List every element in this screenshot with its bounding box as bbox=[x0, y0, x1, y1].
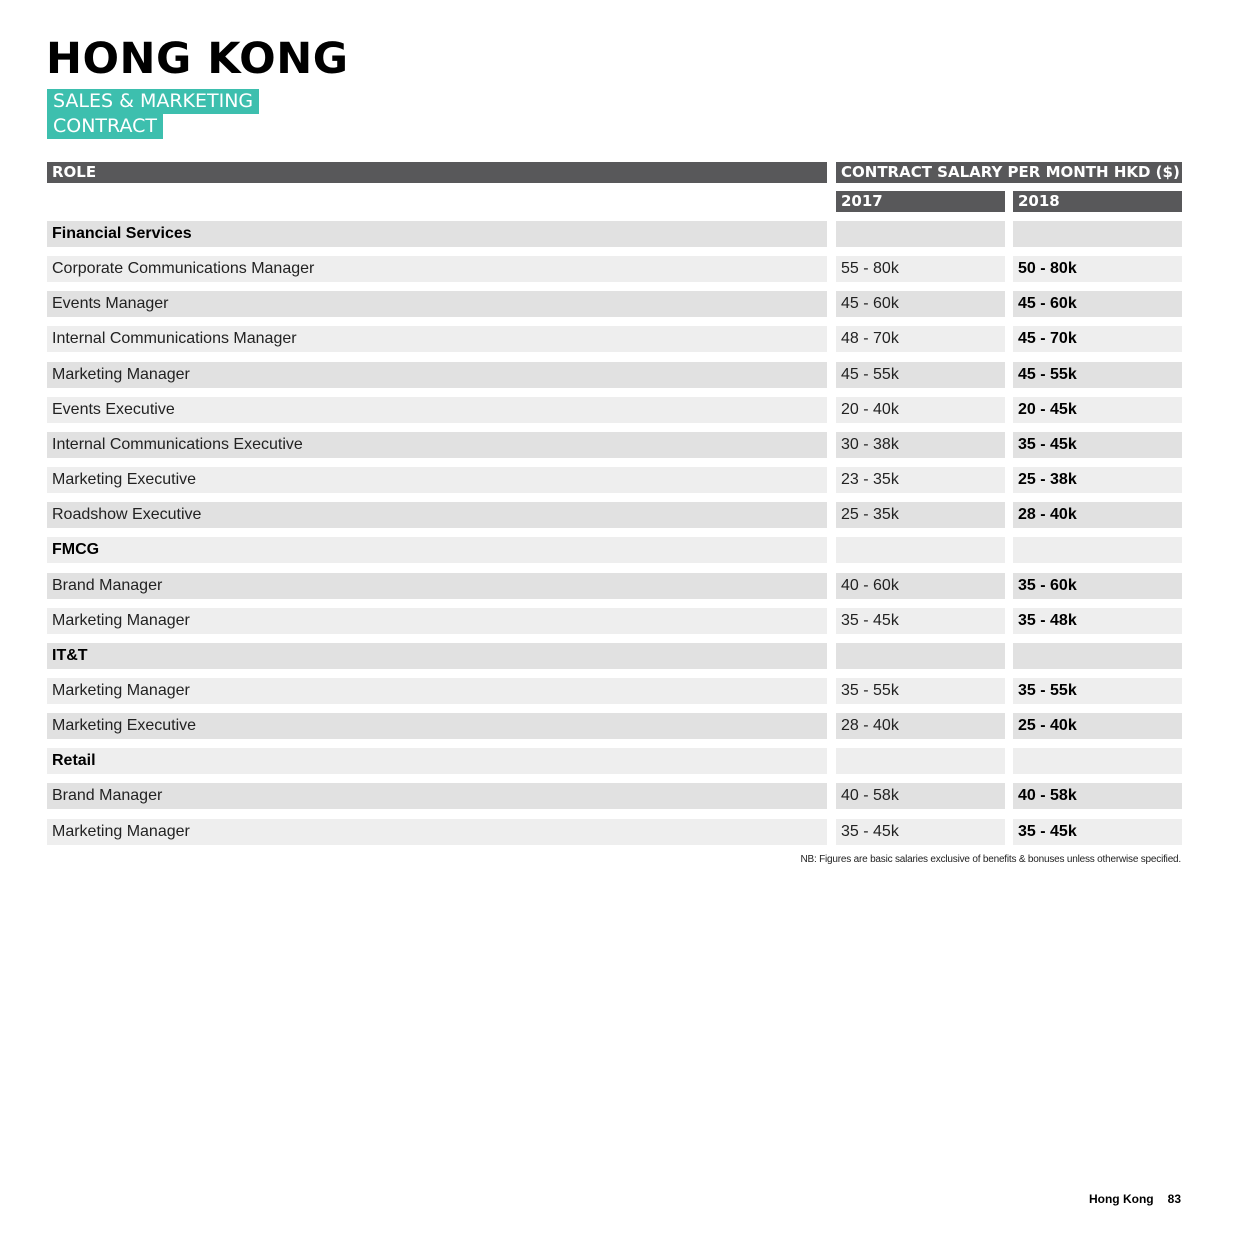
subtitle-line-2: CONTRACT bbox=[47, 114, 163, 139]
salary-2017-cell bbox=[836, 537, 1005, 563]
role-cell: Roadshow Executive bbox=[47, 502, 827, 528]
salary-2017-cell: 40 - 58k bbox=[836, 783, 1005, 809]
footer-label: Hong Kong bbox=[1088, 1192, 1154, 1206]
role-cell: Marketing Manager bbox=[47, 362, 827, 388]
salary-2018-cell bbox=[1013, 748, 1182, 774]
salary-2017-cell: 28 - 40k bbox=[836, 713, 1005, 739]
role-cell: Internal Communications Executive bbox=[47, 432, 827, 458]
salary-2018-cell: 28 - 40k bbox=[1013, 502, 1182, 528]
salary-2017-cell: 35 - 45k bbox=[836, 819, 1005, 845]
salary-2017-cell bbox=[836, 643, 1005, 669]
role-cell: Events Executive bbox=[47, 397, 827, 423]
salary-2017-cell: 40 - 60k bbox=[836, 573, 1005, 599]
page-footer bbox=[1089, 1192, 1181, 1206]
salary-2017-cell bbox=[836, 748, 1005, 774]
role-cell: Marketing Manager bbox=[47, 678, 827, 704]
salary-2017-cell: 25 - 35k bbox=[836, 502, 1005, 528]
section-heading: IT&T bbox=[47, 643, 827, 669]
role-cell: Marketing Executive bbox=[47, 467, 827, 493]
salary-2018-cell: 35 - 45k bbox=[1013, 819, 1182, 845]
salary-2017-cell: 35 - 45k bbox=[836, 608, 1005, 634]
role-cell: Internal Communications Manager bbox=[47, 326, 827, 352]
salary-2018-cell bbox=[1013, 537, 1182, 563]
salary-2018-cell: 25 - 38k bbox=[1013, 467, 1182, 493]
salary-2017-cell: 48 - 70k bbox=[836, 326, 1005, 352]
salary-2017-cell: 30 - 38k bbox=[836, 432, 1005, 458]
salary-2018-cell: 45 - 70k bbox=[1013, 326, 1182, 352]
salary-2018-cell bbox=[1013, 221, 1182, 247]
salary-2018-cell: 35 - 55k bbox=[1013, 678, 1182, 704]
page-number: 83 bbox=[1167, 1192, 1181, 1206]
page-title: HONG KONG bbox=[46, 34, 349, 84]
salary-2018-cell: 45 - 55k bbox=[1013, 362, 1182, 388]
role-header: ROLE bbox=[47, 162, 827, 183]
salary-2018-cell: 50 - 80k bbox=[1013, 256, 1182, 282]
section-heading: Retail bbox=[47, 748, 827, 774]
role-cell: Corporate Communications Manager bbox=[47, 256, 827, 282]
role-cell: Marketing Manager bbox=[47, 608, 827, 634]
subtitle-line-1: SALES & MARKETING bbox=[47, 89, 259, 114]
year-2018-header: 2018 bbox=[1013, 191, 1182, 212]
salary-2017-cell: 45 - 60k bbox=[836, 291, 1005, 317]
footnote: NB: Figures are basic salaries exclusive of benefits & bonuses unless otherwise specified. bbox=[800, 854, 1181, 865]
salary-2018-cell: 35 - 48k bbox=[1013, 608, 1182, 634]
salary-2017-cell: 45 - 55k bbox=[836, 362, 1005, 388]
role-cell: Brand Manager bbox=[47, 783, 827, 809]
salary-2018-cell: 20 - 45k bbox=[1013, 397, 1182, 423]
salary-2018-cell: 45 - 60k bbox=[1013, 291, 1182, 317]
salary-2017-cell: 35 - 55k bbox=[836, 678, 1005, 704]
salary-2018-cell bbox=[1013, 643, 1182, 669]
role-cell: Events Manager bbox=[47, 291, 827, 317]
salary-2017-cell: 23 - 35k bbox=[836, 467, 1005, 493]
role-cell: Marketing Executive bbox=[47, 713, 827, 739]
salary-header: CONTRACT SALARY PER MONTH HKD ($) bbox=[836, 162, 1182, 183]
section-heading: FMCG bbox=[47, 537, 827, 563]
salary-2018-cell: 35 - 60k bbox=[1013, 573, 1182, 599]
salary-2017-cell: 20 - 40k bbox=[836, 397, 1005, 423]
subtitle-block bbox=[47, 89, 259, 139]
section-heading: Financial Services bbox=[47, 221, 827, 247]
salary-2017-cell bbox=[836, 221, 1005, 247]
role-cell: Brand Manager bbox=[47, 573, 827, 599]
salary-2017-cell: 55 - 80k bbox=[836, 256, 1005, 282]
salary-2018-cell: 35 - 45k bbox=[1013, 432, 1182, 458]
salary-2018-cell: 25 - 40k bbox=[1013, 713, 1182, 739]
year-2017-header: 2017 bbox=[836, 191, 1005, 212]
role-cell: Marketing Manager bbox=[47, 819, 827, 845]
salary-2018-cell: 40 - 58k bbox=[1013, 783, 1182, 809]
